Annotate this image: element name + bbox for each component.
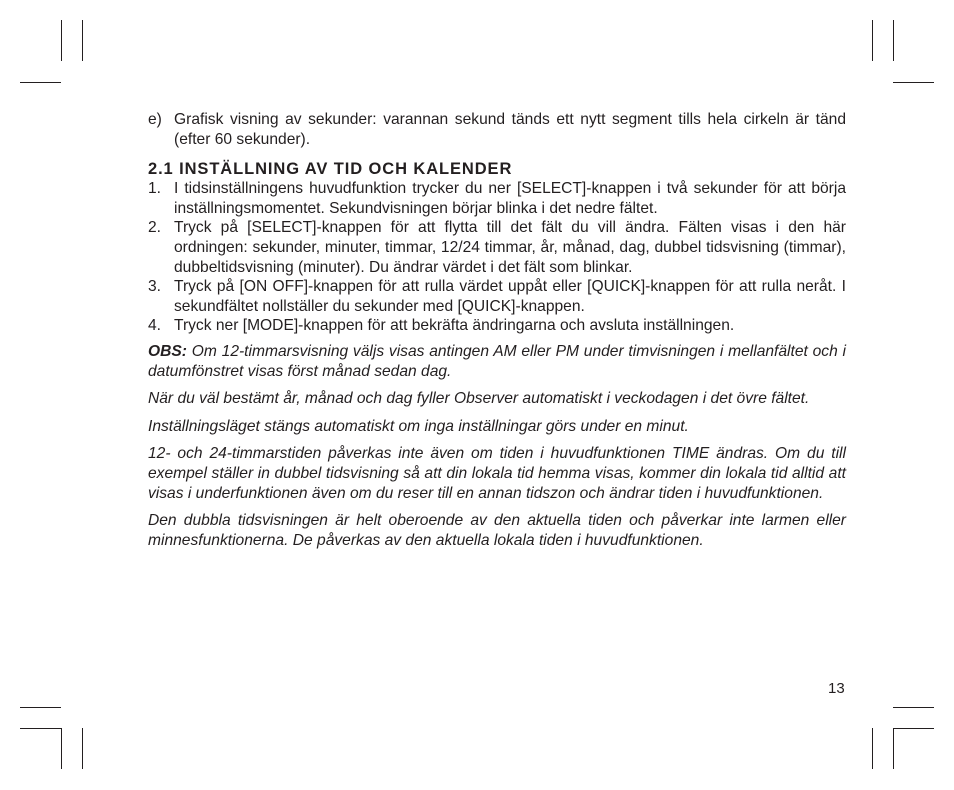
crop-mark-bottom-right-h2 <box>893 728 934 729</box>
step-item <box>148 179 846 218</box>
crop-mark-top-right-v1 <box>872 20 873 61</box>
crop-mark-top-left-h <box>20 82 61 83</box>
step-text: I tidsinställningens huvudfunktion trycker du ner [SELECT]-knappen i två sekunder för att börja inställningsmomentet. Sekundvisningen börjar blinka i det nedre fältet. <box>174 180 846 217</box>
obs-note <box>148 342 846 381</box>
obs-text: Om 12-timmarsvisning väljs visas antingen AM eller PM under timvisningen i mellanfältet och i datumfönstret visas först månad sedan dag. <box>148 342 846 380</box>
note-paragraph: Inställningsläget stängs automatiskt om inga inställningar görs under en minut. <box>148 417 689 435</box>
step-number: 4. <box>148 317 162 335</box>
list-marker: e) <box>148 111 162 128</box>
crop-mark-bottom-right-v2 <box>893 728 894 769</box>
step-text: Tryck ner [MODE]-knappen för att bekräfta ändringarna och avsluta inställningen. <box>174 317 735 335</box>
crop-mark-top-right-v2 <box>893 20 894 61</box>
page-number: 13 <box>828 680 845 697</box>
crop-mark-top-left-v1 <box>61 20 62 61</box>
step-number: 3. <box>148 278 162 296</box>
step-text: Tryck på [ON OFF]-knappen för att rulla värdet uppåt eller [QUICK]-knappen för att rulla neråt. I sekundfältet nollställer du sekunder med [QUICK]-knappen. <box>174 278 846 315</box>
step-item <box>148 277 846 316</box>
crop-mark-top-right-h <box>893 82 934 83</box>
step-number: 2. <box>148 219 162 237</box>
crop-mark-bottom-right-v1 <box>872 728 873 769</box>
crop-mark-bottom-left-v1 <box>61 728 62 769</box>
step-text: Tryck på [SELECT]-knappen för att flytta till det fält du vill ändra. Fälten visas i den här ordningen: sekunder, minuter, timmar, 12/24 timmar, år, månad, dag, dubbel tidsvisning (timmar), dubbeltidsvisning (minuter). Du ändrar värdet i det fält som blinkar. <box>174 219 846 276</box>
list-item-e <box>148 110 846 149</box>
crop-mark-top-left-v2 <box>82 20 83 61</box>
note-paragraph: Den dubbla tidsvisningen är helt oberoende av den aktuella tiden och påverkar inte larmen eller minnesfunktionerna. De påverkas av den aktuella lokala tiden i huvudfunktionen. <box>148 512 846 549</box>
page-content <box>148 110 846 550</box>
section-heading: 2.1 INSTÄLLNING AV TID OCH KALENDER <box>148 160 513 179</box>
note-paragraph: När du väl bestämt år, månad och dag fyller Observer automatiskt i veckodagen i det övre fältet. <box>148 390 810 408</box>
list-item-text: Grafisk visning av sekunder: varannan sekund tänds ett nytt segment tills hela cirkeln är tänd (efter 60 sekunder). <box>174 111 846 148</box>
step-number: 1. <box>148 180 162 198</box>
crop-mark-bottom-left-v2 <box>82 728 83 769</box>
step-item <box>148 316 846 336</box>
crop-mark-bottom-left-h2 <box>20 728 61 729</box>
crop-mark-bottom-left-h <box>20 707 61 708</box>
step-item <box>148 218 846 277</box>
note-paragraph: 12- och 24-timmarstiden påverkas inte även om tiden i huvudfunktionen TIME ändras. Om du till exempel ställer in dubbel tidsvisning så att din lokala tid hemma visas, kommer din lokala tid alltid att visas i underfunktionen även om du reser till en annan tidszon och ändrar tiden i huvudfunktionen. <box>148 445 846 502</box>
obs-label: OBS: <box>148 342 187 360</box>
crop-mark-bottom-right-h <box>893 707 934 708</box>
